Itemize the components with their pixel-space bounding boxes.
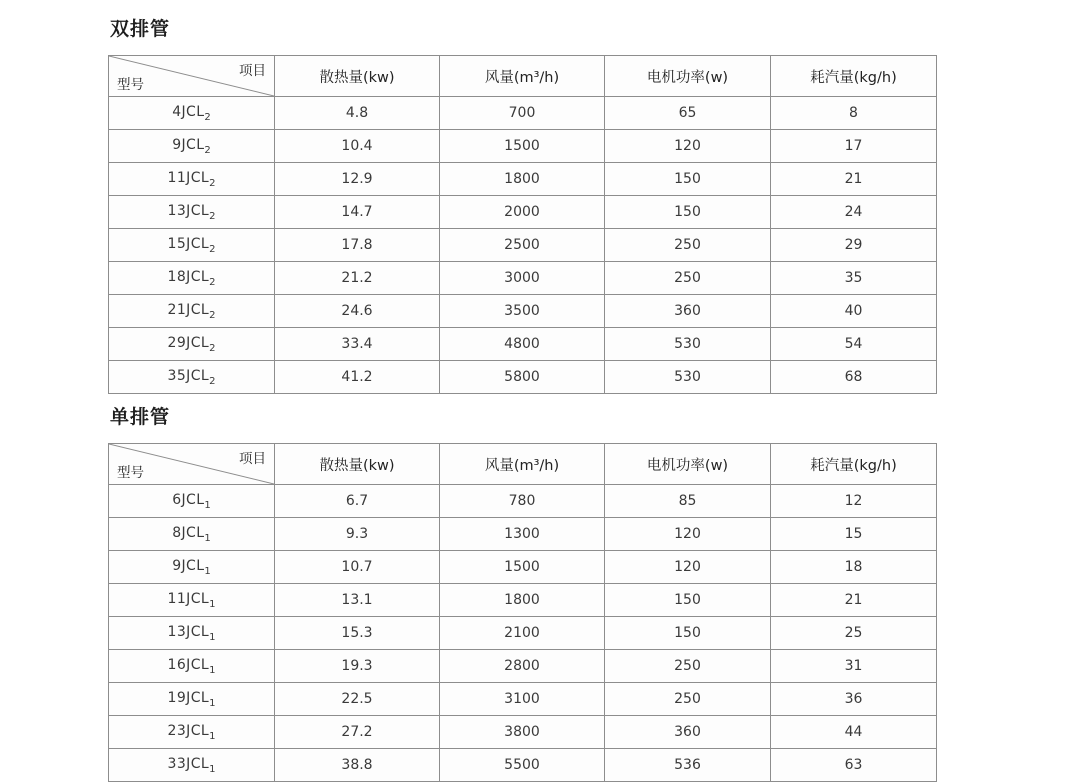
cell-airflow: 700 bbox=[440, 97, 605, 130]
table-body bbox=[109, 97, 937, 394]
cell-motor-power: 250 bbox=[605, 683, 771, 716]
cell-heat: 33.4 bbox=[275, 328, 440, 361]
column-header-steam-consumption: 耗汽量(kg/h) bbox=[771, 444, 937, 485]
cell-model: $33JCL_1$ bbox=[109, 749, 275, 782]
table-body bbox=[109, 485, 937, 782]
cell-model: $11JCL_2$ bbox=[109, 163, 275, 196]
column-header-motor-power: 电机功率(w) bbox=[605, 444, 771, 485]
table-row bbox=[109, 262, 937, 295]
cell-heat: 21.2 bbox=[275, 262, 440, 295]
cell-heat: 10.7 bbox=[275, 551, 440, 584]
cell-model: $9JCL_2$ bbox=[109, 130, 275, 163]
column-header-motor-power: 电机功率(w) bbox=[605, 56, 771, 97]
section-single-row-tube bbox=[108, 402, 936, 782]
cell-motor-power: 360 bbox=[605, 716, 771, 749]
corner-header-cell bbox=[109, 444, 275, 485]
cell-motor-power: 250 bbox=[605, 650, 771, 683]
cell-motor-power: 150 bbox=[605, 617, 771, 650]
cell-heat: 10.4 bbox=[275, 130, 440, 163]
cell-steam: 31 bbox=[771, 650, 937, 683]
corner-column-label: 项目 bbox=[239, 63, 266, 79]
column-header-airflow: 风量(m³/h) bbox=[440, 56, 605, 97]
cell-motor-power: 360 bbox=[605, 295, 771, 328]
table-header-row bbox=[109, 444, 937, 485]
table-row bbox=[109, 196, 937, 229]
table-row bbox=[109, 328, 937, 361]
cell-steam: 63 bbox=[771, 749, 937, 782]
cell-model: $9JCL_1$ bbox=[109, 551, 275, 584]
cell-motor-power: 250 bbox=[605, 229, 771, 262]
table-row bbox=[109, 295, 937, 328]
cell-heat: 13.1 bbox=[275, 584, 440, 617]
column-header-airflow: 风量(m³/h) bbox=[440, 444, 605, 485]
table-row bbox=[109, 361, 937, 394]
table-row bbox=[109, 716, 937, 749]
cell-motor-power: 120 bbox=[605, 518, 771, 551]
cell-heat: 9.3 bbox=[275, 518, 440, 551]
cell-airflow: 3000 bbox=[440, 262, 605, 295]
cell-model: $35JCL_2$ bbox=[109, 361, 275, 394]
cell-model: $19JCL_1$ bbox=[109, 683, 275, 716]
table-row bbox=[109, 485, 937, 518]
column-header-heat: 散热量(kw) bbox=[275, 56, 440, 97]
cell-heat: 17.8 bbox=[275, 229, 440, 262]
corner-column-label: 项目 bbox=[239, 451, 266, 467]
cell-model: $4JCL_2$ bbox=[109, 97, 275, 130]
cell-airflow: 4800 bbox=[440, 328, 605, 361]
cell-airflow: 1800 bbox=[440, 163, 605, 196]
cell-model: $15JCL_2$ bbox=[109, 229, 275, 262]
cell-airflow: 2100 bbox=[440, 617, 605, 650]
table-row bbox=[109, 97, 937, 130]
section-double-row-tube bbox=[108, 14, 936, 394]
cell-airflow: 2500 bbox=[440, 229, 605, 262]
cell-airflow: 1300 bbox=[440, 518, 605, 551]
cell-steam: 12 bbox=[771, 485, 937, 518]
table-row bbox=[109, 749, 937, 782]
cell-airflow: 3100 bbox=[440, 683, 605, 716]
cell-airflow: 2000 bbox=[440, 196, 605, 229]
cell-motor-power: 120 bbox=[605, 130, 771, 163]
cell-motor-power: 120 bbox=[605, 551, 771, 584]
cell-airflow: 1500 bbox=[440, 130, 605, 163]
cell-steam: 21 bbox=[771, 584, 937, 617]
cell-heat: 4.8 bbox=[275, 97, 440, 130]
cell-airflow: 3800 bbox=[440, 716, 605, 749]
cell-airflow: 5800 bbox=[440, 361, 605, 394]
cell-model: $23JCL_1$ bbox=[109, 716, 275, 749]
cell-model: $8JCL_1$ bbox=[109, 518, 275, 551]
cell-steam: 17 bbox=[771, 130, 937, 163]
table-row bbox=[109, 229, 937, 262]
cell-steam: 54 bbox=[771, 328, 937, 361]
cell-model: $11JCL_1$ bbox=[109, 584, 275, 617]
cell-steam: 25 bbox=[771, 617, 937, 650]
table-header-row bbox=[109, 56, 937, 97]
cell-model: $16JCL_1$ bbox=[109, 650, 275, 683]
cell-heat: 19.3 bbox=[275, 650, 440, 683]
column-header-heat: 散热量(kw) bbox=[275, 444, 440, 485]
table-row bbox=[109, 518, 937, 551]
cell-heat: 15.3 bbox=[275, 617, 440, 650]
cell-heat: 27.2 bbox=[275, 716, 440, 749]
cell-motor-power: 150 bbox=[605, 163, 771, 196]
cell-heat: 12.9 bbox=[275, 163, 440, 196]
cell-model: $29JCL_2$ bbox=[109, 328, 275, 361]
cell-steam: 21 bbox=[771, 163, 937, 196]
cell-airflow: 2800 bbox=[440, 650, 605, 683]
cell-motor-power: 150 bbox=[605, 584, 771, 617]
cell-heat: 24.6 bbox=[275, 295, 440, 328]
spec-table-double-row bbox=[108, 55, 937, 394]
section-title: 单排管 bbox=[110, 406, 171, 428]
cell-motor-power: 250 bbox=[605, 262, 771, 295]
cell-steam: 18 bbox=[771, 551, 937, 584]
cell-steam: 40 bbox=[771, 295, 937, 328]
cell-model: $13JCL_1$ bbox=[109, 617, 275, 650]
corner-row-label: 型号 bbox=[117, 465, 144, 481]
table-row bbox=[109, 163, 937, 196]
cell-steam: 44 bbox=[771, 716, 937, 749]
cell-motor-power: 530 bbox=[605, 361, 771, 394]
table-row bbox=[109, 584, 937, 617]
cell-motor-power: 536 bbox=[605, 749, 771, 782]
section-title: 双排管 bbox=[110, 18, 171, 40]
cell-steam: 15 bbox=[771, 518, 937, 551]
cell-airflow: 1800 bbox=[440, 584, 605, 617]
cell-steam: 35 bbox=[771, 262, 937, 295]
table-row bbox=[109, 617, 937, 650]
cell-model: $6JCL_1$ bbox=[109, 485, 275, 518]
cell-heat: 14.7 bbox=[275, 196, 440, 229]
cell-model: $18JCL_2$ bbox=[109, 262, 275, 295]
cell-heat: 22.5 bbox=[275, 683, 440, 716]
cell-airflow: 1500 bbox=[440, 551, 605, 584]
table-row bbox=[109, 551, 937, 584]
cell-motor-power: 85 bbox=[605, 485, 771, 518]
table-row bbox=[109, 683, 937, 716]
corner-row-label: 型号 bbox=[117, 77, 144, 93]
cell-model: $21JCL_2$ bbox=[109, 295, 275, 328]
spec-table-single-row bbox=[108, 443, 937, 782]
cell-motor-power: 65 bbox=[605, 97, 771, 130]
cell-airflow: 780 bbox=[440, 485, 605, 518]
cell-motor-power: 530 bbox=[605, 328, 771, 361]
column-header-steam-consumption: 耗汽量(kg/h) bbox=[771, 56, 937, 97]
cell-steam: 24 bbox=[771, 196, 937, 229]
table-row bbox=[109, 650, 937, 683]
cell-motor-power: 150 bbox=[605, 196, 771, 229]
cell-steam: 68 bbox=[771, 361, 937, 394]
cell-heat: 41.2 bbox=[275, 361, 440, 394]
cell-heat: 38.8 bbox=[275, 749, 440, 782]
table-row bbox=[109, 130, 937, 163]
cell-heat: 6.7 bbox=[275, 485, 440, 518]
cell-airflow: 5500 bbox=[440, 749, 605, 782]
cell-model: $13JCL_2$ bbox=[109, 196, 275, 229]
corner-header-cell bbox=[109, 56, 275, 97]
cell-steam: 36 bbox=[771, 683, 937, 716]
cell-airflow: 3500 bbox=[440, 295, 605, 328]
cell-steam: 8 bbox=[771, 97, 937, 130]
cell-steam: 29 bbox=[771, 229, 937, 262]
